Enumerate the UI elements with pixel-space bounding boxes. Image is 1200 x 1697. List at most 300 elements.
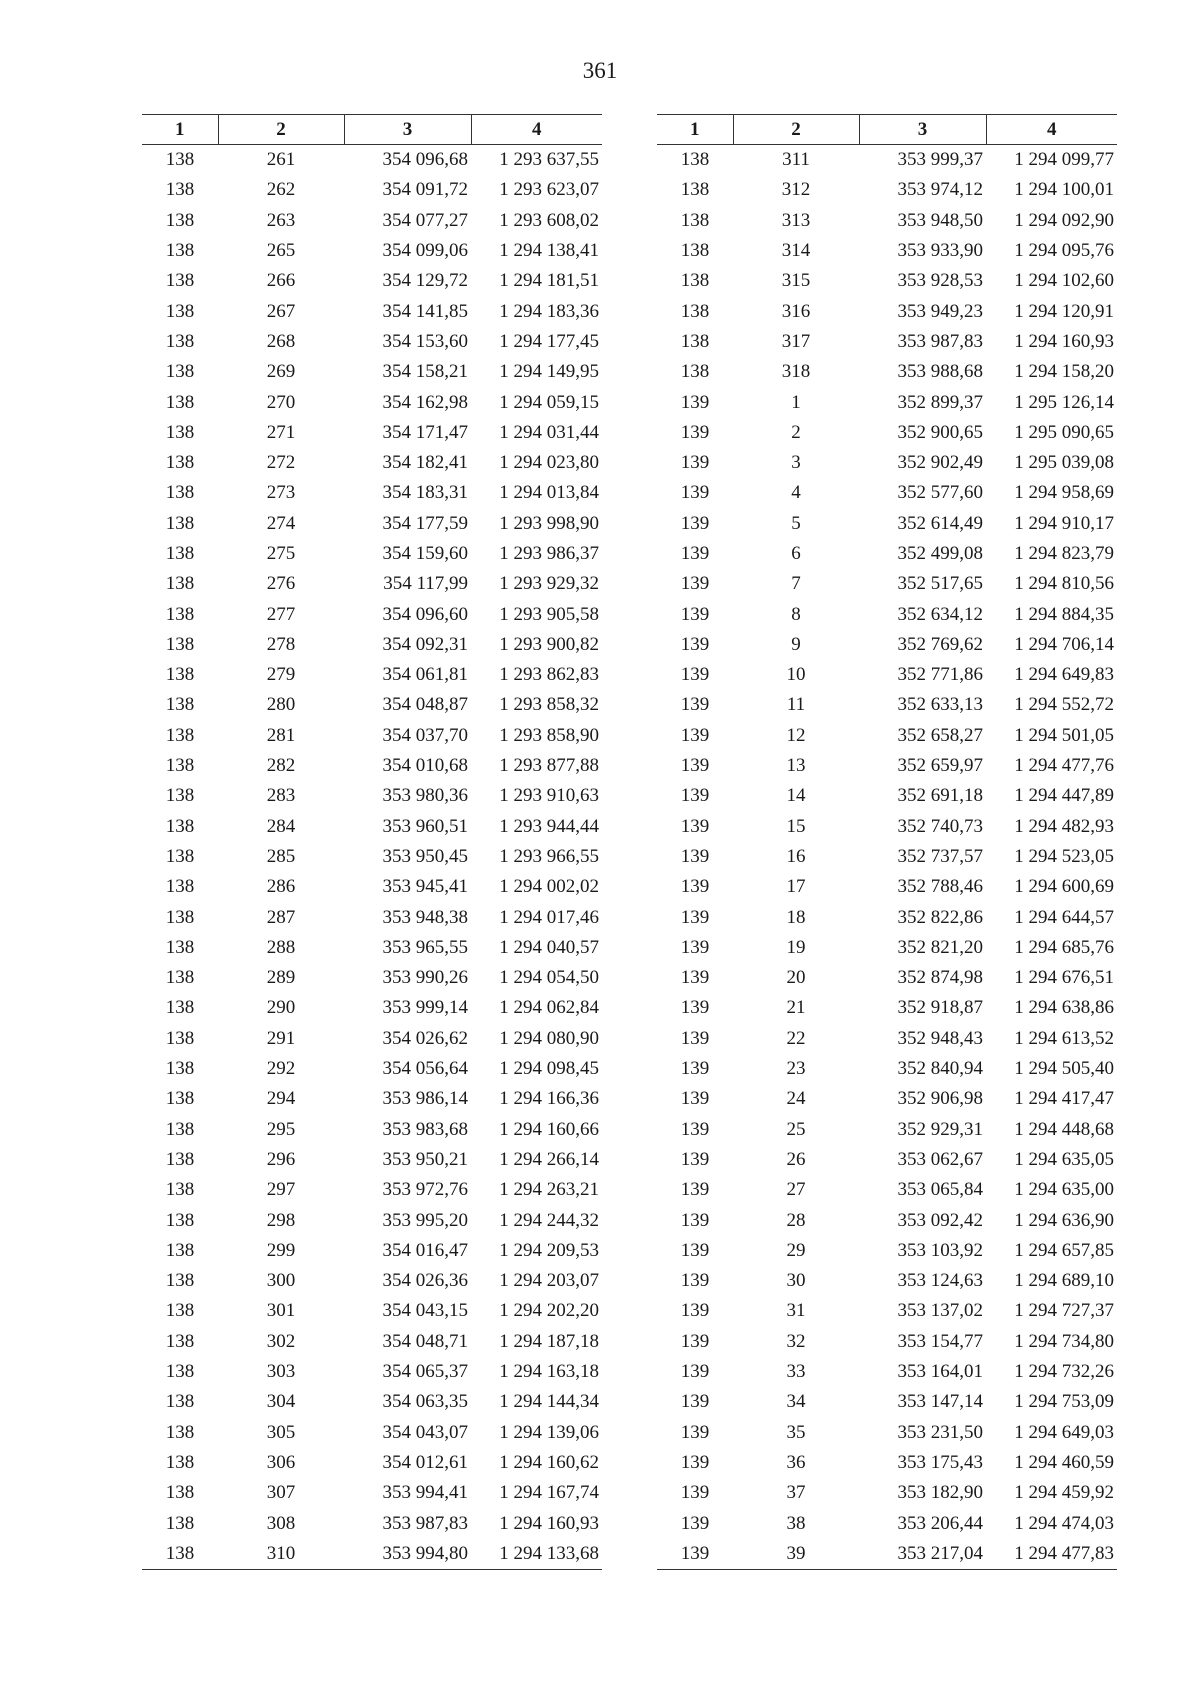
table-cell: 352 769,62 — [897, 633, 983, 655]
table-cell: 281 — [266, 724, 296, 746]
table-cell: 354 091,72 — [382, 179, 468, 201]
table-cell: 1 294 080,90 — [499, 1027, 599, 1049]
table-cell: 139 — [680, 876, 710, 898]
table-cell: 353 960,51 — [382, 815, 468, 837]
table-cell: 1 293 900,82 — [499, 633, 599, 655]
table-row — [657, 569, 1117, 599]
table-cell: 138 — [165, 1179, 195, 1201]
table-cell: 353 124,63 — [897, 1270, 983, 1292]
table-cell: 1 294 023,80 — [499, 452, 599, 474]
table-cell: 286 — [266, 876, 296, 898]
table-cell: 138 — [165, 330, 195, 352]
table-row — [142, 781, 602, 811]
table-row — [657, 993, 1117, 1023]
table-cell: 139 — [680, 1027, 710, 1049]
table-row — [657, 1508, 1117, 1538]
table-row — [657, 812, 1117, 842]
table-cell: 1 294 447,89 — [1014, 785, 1114, 807]
table-cell: 1 293 858,32 — [499, 694, 599, 716]
table-cell: 277 — [266, 603, 296, 625]
table-cell: 1 294 054,50 — [499, 967, 599, 989]
table-cell: 138 — [165, 482, 195, 504]
table-cell: 1 294 098,45 — [499, 1058, 599, 1080]
table-cell: 38 — [786, 1512, 806, 1534]
table-cell: 138 — [680, 330, 710, 352]
table-row — [657, 660, 1117, 690]
table-cell: 1 294 092,90 — [1014, 209, 1114, 231]
table-row — [142, 630, 602, 660]
table-cell: 273 — [266, 482, 296, 504]
column-header: 2 — [218, 115, 344, 145]
table-cell: 1 294 059,15 — [499, 391, 599, 413]
table-row — [142, 1508, 602, 1538]
table-row — [657, 478, 1117, 508]
table-cell: 1 294 040,57 — [499, 936, 599, 958]
table-cell: 138 — [165, 1058, 195, 1080]
table-cell: 1 294 958,69 — [1014, 482, 1114, 504]
table-row — [142, 569, 602, 599]
table-cell: 1 294 017,46 — [499, 906, 599, 928]
table-cell: 138 — [165, 876, 195, 898]
table-cell: 353 995,20 — [382, 1209, 468, 1231]
table-cell: 1 294 501,05 — [1014, 724, 1114, 746]
table-row — [142, 690, 602, 720]
table-cell: 354 048,87 — [382, 694, 468, 716]
table-cell: 352 918,87 — [897, 997, 983, 1019]
table-cell: 352 902,49 — [897, 452, 983, 474]
table-cell: 353 147,14 — [897, 1391, 983, 1413]
table-row — [142, 206, 602, 236]
table-cell: 1 294 732,26 — [1014, 1361, 1114, 1383]
table-cell: 138 — [165, 1027, 195, 1049]
table-cell: 27 — [786, 1179, 806, 1201]
table-row — [657, 1175, 1117, 1205]
table-cell: 352 788,46 — [897, 876, 983, 898]
table-cell: 1 294 203,07 — [499, 1270, 599, 1292]
table-row — [657, 448, 1117, 478]
table-cell: 138 — [165, 906, 195, 928]
table-cell: 1 294 138,41 — [499, 240, 599, 262]
table-row — [657, 357, 1117, 387]
table-header-row — [657, 115, 1117, 145]
table-cell: 5 — [791, 512, 801, 534]
table-cell: 24 — [786, 1088, 806, 1110]
table-cell: 1 294 649,03 — [1014, 1421, 1114, 1443]
table-cell: 139 — [657, 1539, 733, 1570]
table-cell: 139 — [680, 845, 710, 867]
table-cell: 139 — [680, 1391, 710, 1413]
table-cell: 1 294 183,36 — [499, 300, 599, 322]
table-cell: 354 063,35 — [382, 1391, 468, 1413]
table-cell: 1 294 160,62 — [499, 1451, 599, 1473]
table-cell: 353 062,67 — [897, 1148, 983, 1170]
table-cell: 139 — [680, 603, 710, 625]
table-cell: 352 821,20 — [897, 936, 983, 958]
table-cell: 354 096,68 — [382, 149, 468, 171]
table-cell: 1 293 858,90 — [499, 724, 599, 746]
table-cell: 353 999,14 — [382, 997, 468, 1019]
table-row — [657, 387, 1117, 417]
table-cell: 1 293 862,83 — [499, 664, 599, 686]
table-cell: 354 016,47 — [382, 1239, 468, 1261]
table-cell: 311 — [782, 149, 810, 171]
table-cell: 1 294 160,93 — [499, 1512, 599, 1534]
table-cell: 1 294 013,84 — [499, 482, 599, 504]
table-row — [142, 902, 602, 932]
table-cell: 138 — [165, 149, 195, 171]
column-header: 1 — [657, 115, 733, 145]
table-cell: 294 — [266, 1088, 296, 1110]
table-cell: 299 — [266, 1239, 296, 1261]
table-cell: 354 065,37 — [382, 1361, 468, 1383]
table-cell: 1 294 177,45 — [499, 330, 599, 352]
table-cell: 263 — [266, 209, 296, 231]
table-cell: 1 294 460,59 — [1014, 1451, 1114, 1473]
table-cell: 139 — [680, 1361, 710, 1383]
table-row — [657, 1357, 1117, 1387]
table-row — [142, 1175, 602, 1205]
table-cell: 37 — [786, 1482, 806, 1504]
table-cell: 305 — [266, 1421, 296, 1443]
table-cell: 138 — [165, 967, 195, 989]
table-row — [142, 1327, 602, 1357]
table-row — [657, 1387, 1117, 1417]
table-cell: 354 162,98 — [382, 391, 468, 413]
table-cell: 352 899,37 — [897, 391, 983, 413]
table-cell: 353 994,41 — [382, 1482, 468, 1504]
table-row — [142, 993, 602, 1023]
table-cell: 138 — [165, 1482, 195, 1504]
table-cell: 354 129,72 — [382, 270, 468, 292]
table-cell: 1 293 910,63 — [499, 785, 599, 807]
table-cell: 353 137,02 — [897, 1300, 983, 1322]
table-cell: 139 — [680, 1209, 710, 1231]
table-cell: 271 — [266, 421, 296, 443]
table-cell: 139 — [680, 815, 710, 837]
table-row — [142, 721, 602, 751]
table-cell: 353 217,04 — [859, 1539, 986, 1570]
table-row — [657, 1145, 1117, 1175]
table-cell: 354 141,85 — [382, 300, 468, 322]
table-cell: 303 — [266, 1361, 296, 1383]
table-cell: 138 — [165, 1421, 195, 1443]
table-cell: 7 — [791, 573, 801, 595]
table-cell: 1 294 459,92 — [1014, 1482, 1114, 1504]
table-row — [657, 1266, 1117, 1296]
table-cell: 35 — [786, 1421, 806, 1443]
table-cell: 354 012,61 — [382, 1451, 468, 1473]
table-cell: 1 294 635,00 — [1014, 1179, 1114, 1201]
table-cell: 312 — [781, 179, 811, 201]
table-cell: 354 077,27 — [382, 209, 468, 231]
table-cell: 297 — [266, 1179, 296, 1201]
table-cell: 354 117,99 — [383, 573, 468, 595]
table-cell: 16 — [786, 845, 806, 867]
table-row — [657, 1539, 1117, 1570]
table-row — [657, 145, 1117, 176]
table-row — [657, 327, 1117, 357]
table-row — [142, 872, 602, 902]
table-cell: 291 — [266, 1027, 296, 1049]
table-cell: 290 — [266, 997, 296, 1019]
table-cell: 1 294 810,56 — [1014, 573, 1114, 595]
table-cell: 139 — [680, 1179, 710, 1201]
table-cell: 310 — [218, 1539, 344, 1570]
table-cell: 13 — [786, 755, 806, 777]
table-cell: 317 — [781, 330, 811, 352]
table-cell: 138 — [165, 1239, 195, 1261]
table-cell: 139 — [680, 724, 710, 746]
table-cell: 353 948,50 — [897, 209, 983, 231]
table-cell: 352 948,43 — [897, 1027, 983, 1049]
table-cell: 138 — [680, 209, 710, 231]
table-cell: 1 — [791, 391, 801, 413]
table-cell: 353 988,68 — [897, 361, 983, 383]
table-cell: 1 294 636,90 — [1014, 1209, 1114, 1231]
table-row — [142, 175, 602, 205]
table-cell: 139 — [680, 1512, 710, 1534]
table-row — [142, 327, 602, 357]
table-cell: 139 — [680, 391, 710, 413]
table-cell: 138 — [165, 633, 195, 655]
table-row — [142, 1115, 602, 1145]
table-row — [657, 1084, 1117, 1114]
table-cell: 139 — [680, 1088, 710, 1110]
table-cell: 139 — [680, 664, 710, 686]
table-cell: 352 614,49 — [897, 512, 983, 534]
table-cell: 21 — [786, 997, 806, 1019]
table-cell: 138 — [165, 300, 195, 322]
table-cell: 352 633,13 — [897, 694, 983, 716]
table-row — [142, 418, 602, 448]
table-cell: 279 — [266, 664, 296, 686]
table-cell: 1 294 160,66 — [499, 1118, 599, 1140]
table-row — [142, 1236, 602, 1266]
table-row — [142, 387, 602, 417]
table-cell: 10 — [786, 664, 806, 686]
table-cell: 15 — [786, 815, 806, 837]
table-cell: 1 294 181,51 — [499, 270, 599, 292]
table-row — [657, 1054, 1117, 1084]
table-cell: 138 — [165, 997, 195, 1019]
table-cell: 138 — [165, 179, 195, 201]
table-cell: 353 933,90 — [897, 240, 983, 262]
table-cell: 354 096,60 — [382, 603, 468, 625]
table-cell: 1 293 637,55 — [499, 149, 599, 171]
table-cell: 138 — [165, 1088, 195, 1110]
table-cell: 1 294 600,69 — [1014, 876, 1114, 898]
table-cell: 353 928,53 — [897, 270, 983, 292]
table-cell: 11 — [786, 694, 806, 716]
table-cell: 352 499,08 — [897, 543, 983, 564]
table-cell: 25 — [786, 1118, 806, 1140]
table-row — [657, 206, 1117, 236]
table-cell: 1 294 523,05 — [1014, 845, 1114, 867]
table-cell: 352 906,98 — [897, 1088, 983, 1110]
table-cell: 353 983,68 — [382, 1118, 468, 1140]
table-cell: 1 294 505,40 — [1014, 1058, 1114, 1080]
table-cell: 265 — [266, 240, 296, 262]
table-cell: 138 — [680, 149, 710, 171]
table-cell: 295 — [266, 1118, 296, 1140]
table-cell: 1 294 102,60 — [1014, 270, 1114, 292]
table-row — [142, 1145, 602, 1175]
table-cell: 139 — [680, 694, 710, 716]
table-cell: 138 — [165, 694, 195, 716]
table-cell: 1 293 998,90 — [499, 512, 599, 534]
table-cell: 1 294 144,34 — [499, 1391, 599, 1413]
table-cell: 1 293 905,58 — [499, 603, 599, 625]
table-row — [657, 236, 1117, 266]
table-cell: 354 043,07 — [382, 1421, 468, 1443]
table-cell: 352 822,86 — [897, 906, 983, 928]
table-cell: 261 — [266, 149, 296, 171]
table-cell: 29 — [786, 1239, 806, 1261]
table-cell: 1 294 482,93 — [1014, 815, 1114, 837]
table-cell: 354 182,41 — [382, 452, 468, 474]
table-cell: 285 — [266, 845, 296, 867]
page-number: 361 — [582, 58, 618, 83]
table-cell: 3 — [791, 452, 801, 474]
table-cell: 315 — [781, 270, 811, 292]
table-cell: 354 056,64 — [382, 1058, 468, 1080]
table-row — [142, 448, 602, 478]
table-cell: 354 026,62 — [382, 1027, 468, 1049]
table-cell: 138 — [165, 361, 195, 383]
table-row — [142, 236, 602, 266]
table-row — [142, 1024, 602, 1054]
table-cell: 12 — [786, 724, 806, 746]
table-cell: 354 171,47 — [382, 421, 468, 443]
table-cell: 34 — [786, 1391, 806, 1413]
table-cell: 268 — [266, 330, 296, 352]
table-cell: 1 293 608,02 — [499, 209, 599, 231]
table-cell: 138 — [165, 209, 195, 231]
table-row — [142, 1357, 602, 1387]
table-cell: 354 026,36 — [382, 1270, 468, 1292]
table-cell: 353 103,92 — [897, 1239, 983, 1261]
table-cell: 139 — [680, 452, 710, 474]
table-cell: 1 294 099,77 — [1014, 149, 1114, 171]
table-cell: 139 — [680, 633, 710, 655]
table-cell: 353 990,26 — [382, 967, 468, 989]
table-cell: 266 — [266, 270, 296, 292]
table-cell: 138 — [165, 1209, 195, 1231]
table-cell: 352 659,97 — [897, 755, 983, 777]
table-cell: 352 517,65 — [897, 573, 983, 595]
table-cell: 139 — [680, 936, 710, 958]
table-cell: 354 153,60 — [382, 330, 468, 352]
table-cell: 296 — [266, 1148, 296, 1170]
table-cell: 353 948,38 — [382, 906, 468, 928]
table-cell: 1 294 676,51 — [1014, 967, 1114, 989]
table-row — [657, 1327, 1117, 1357]
table-cell: 1 294 635,05 — [1014, 1148, 1114, 1170]
table-cell: 139 — [680, 785, 710, 807]
table-row — [142, 1205, 602, 1235]
table-cell: 138 — [165, 1118, 195, 1140]
table-row — [142, 660, 602, 690]
table-cell: 353 972,76 — [382, 1179, 468, 1201]
table-cell: 138 — [165, 724, 195, 746]
table-cell: 139 — [680, 997, 710, 1019]
table-cell: 318 — [781, 361, 811, 383]
table-cell: 138 — [165, 1361, 195, 1383]
table-row — [142, 266, 602, 296]
table-cell: 139 — [680, 967, 710, 989]
table-cell: 1 294 187,18 — [499, 1330, 599, 1352]
table-row — [657, 721, 1117, 751]
table-cell: 1 294 753,09 — [1014, 1391, 1114, 1413]
table-cell: 301 — [266, 1300, 296, 1322]
table-cell: 139 — [680, 1118, 710, 1140]
table-cell: 1 294 266,14 — [499, 1148, 599, 1170]
table-cell: 353 949,23 — [897, 300, 983, 322]
table-cell: 1 294 706,14 — [1014, 633, 1114, 655]
table-cell: 139 — [680, 543, 710, 564]
table-cell: 1 294 477,76 — [1014, 755, 1114, 777]
table-cell: 288 — [266, 936, 296, 958]
table-cell: 138 — [165, 755, 195, 777]
table-cell: 1 294 095,76 — [1014, 240, 1114, 262]
table-cell: 353 945,41 — [382, 876, 468, 898]
table-cell: 353 986,14 — [382, 1088, 468, 1110]
table-cell: 8 — [791, 603, 801, 625]
table-cell: 1 293 944,44 — [499, 815, 599, 837]
table-cell: 353 164,01 — [897, 1361, 983, 1383]
table-cell: 353 950,21 — [382, 1148, 468, 1170]
table-row — [657, 963, 1117, 993]
table-cell: 276 — [266, 573, 296, 595]
table-row — [657, 1448, 1117, 1478]
table-row — [142, 812, 602, 842]
table-cell: 353 175,43 — [897, 1451, 983, 1473]
table-header-row — [142, 115, 602, 145]
coordinates-table-left — [142, 114, 602, 1570]
table-cell: 17 — [786, 876, 806, 898]
table-cell: 353 999,37 — [897, 149, 983, 171]
table-cell: 1 293 877,88 — [499, 755, 599, 777]
table-row — [142, 1387, 602, 1417]
column-header: 3 — [344, 115, 471, 145]
table-cell: 138 — [165, 421, 195, 443]
table-row — [142, 509, 602, 539]
table-cell: 1 294 474,03 — [1014, 1512, 1114, 1534]
table-row — [142, 842, 602, 872]
table-cell: 352 900,65 — [897, 421, 983, 443]
table-cell: 352 840,94 — [897, 1058, 983, 1080]
table-cell: 19 — [786, 936, 806, 958]
table-cell: 287 — [266, 906, 296, 928]
table-cell: 354 099,06 — [382, 240, 468, 262]
table-cell: 353 182,90 — [897, 1482, 983, 1504]
table-cell: 139 — [680, 1451, 710, 1473]
table-cell: 314 — [781, 240, 811, 262]
table-cell: 1 294 133,68 — [471, 1539, 602, 1570]
table-row — [657, 599, 1117, 629]
table-cell: 353 987,83 — [382, 1512, 468, 1534]
table-cell: 353 965,55 — [382, 936, 468, 958]
table-cell: 307 — [266, 1482, 296, 1504]
table-row — [657, 296, 1117, 326]
table-cell: 138 — [165, 543, 195, 564]
table-cell: 1 295 039,08 — [1014, 452, 1114, 474]
table-cell: 138 — [680, 300, 710, 322]
table-cell: 138 — [165, 1148, 195, 1170]
table-cell: 289 — [266, 967, 296, 989]
table-cell: 352 737,57 — [897, 845, 983, 867]
column-header: 3 — [859, 115, 986, 145]
